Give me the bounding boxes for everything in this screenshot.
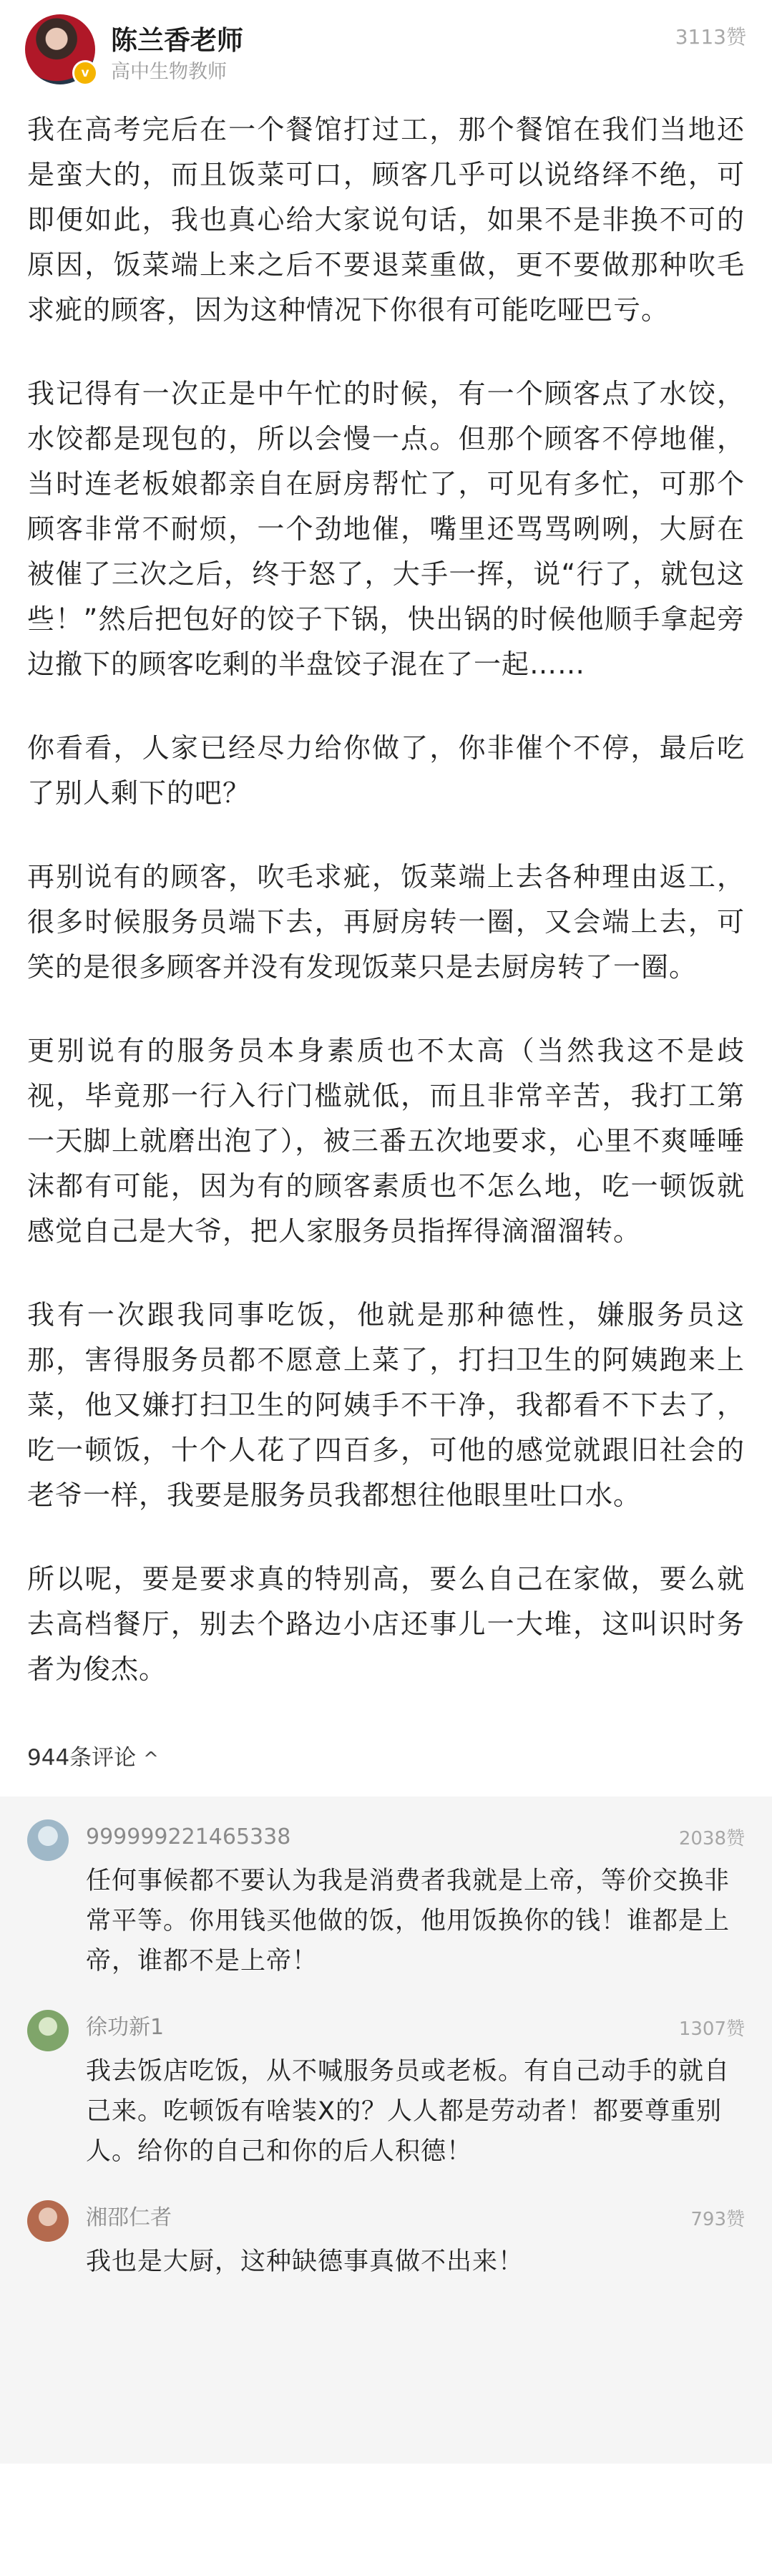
author-title: 高中生物教师 <box>111 61 227 83</box>
comment-text: 我去饭店吃饭，从不喊服务员或老板。有自己动手的就自己来。吃顿饭有啥装X的？人人都是劳动者！都要尊重别人。给你的自己和你的后人积德！ <box>86 2057 731 2166</box>
commenter-name[interactable]: 999999221465338 <box>86 1824 291 1850</box>
author-name[interactable]: 陈兰香老师 <box>111 25 243 56</box>
comment-like-count[interactable]: 2038赞 <box>678 1828 745 1850</box>
article-paragraph: 我有一次跟我同事吃饭，他就是那种德性，嫌服务员这那，害得服务员都不愿意上菜了，打扫卫生的阿姨跑来上菜，他又嫌打扫卫生的阿姨手不干净，我都看不下去了，吃一顿饭，十个人花了四百多，可他的感觉就跟旧社会的老爷一样，我要是服务员我都想往他眼里吐口水。 <box>27 1299 745 1511</box>
article-paragraph: 我记得有一次正是中午忙的时候，有一个顾客点了水饺，水饺都是现包的，所以会慢一点。但那个顾客不停地催，当时连老板娘都亲自在厨房帮忙了，可见有多忙，可那个顾客非常不耐烦，一个劲地催，嘴里还骂骂咧咧，大厨在被催了三次之后，终于怒了，大手一挥，说“行了，就包这些！”然后把包好的饺子下锅，快出锅的时候他顺手拿起旁边撤下的顾客吃剩的半盘饺子混在了一起…… <box>27 378 745 680</box>
comment-item <box>0 2200 772 2282</box>
verified-badge-icon: v <box>72 60 98 86</box>
comment-like-count[interactable]: 1307赞 <box>678 2018 745 2040</box>
article-paragraph: 你看看，人家已经尽力给你做了，你非催个不停，最后吃了别人剩下的吧？ <box>27 732 745 809</box>
article-paragraph: 我在高考完后在一个餐馆打过工，那个餐馆在我们当地还是蛮大的，而且饭菜可口，顾客几乎可以说络绎不绝，可即便如此，我也真心给大家说句话，如果不是非换不可的原因，饭菜端上来之后不要退菜重做，更不要做那种吹毛求疵的顾客，因为这种情况下你很有可能吃哑巴亏。 <box>27 114 745 326</box>
comments-count-label: 944条评论 <box>27 1745 137 1771</box>
comments-section <box>0 1797 772 2464</box>
post-like-count[interactable]: 3113赞 <box>675 25 746 49</box>
commenter-avatar[interactable] <box>27 2200 69 2242</box>
comment-item <box>0 1819 772 1981</box>
comment-like-count[interactable]: 793赞 <box>690 2209 745 2230</box>
commenter-name[interactable]: 徐功新1 <box>86 2015 165 2040</box>
commenter-avatar[interactable] <box>27 2010 69 2051</box>
article-paragraph: 再别说有的顾客，吹毛求疵，饭菜端上去各种理由返工，很多时候服务员端下去，再厨房转一圈，又会端上去，可笑的是很多顾客并没有发现饭菜只是去厨房转了一圈。 <box>27 861 745 983</box>
commenter-avatar[interactable] <box>27 1819 69 1861</box>
comment-text: 我也是大厨，这种缺德事真做不出来！ <box>86 2247 524 2276</box>
comment-item <box>0 2010 772 2172</box>
post-header <box>0 0 772 107</box>
article-paragraph: 更别说有的服务员本身素质也不太高（当然我这不是歧视，毕竟那一行入行门槛就低，而且非常辛苦，我打工第一天脚上就磨出泡了），被三番五次地要求，心里不爽唾唾沫都有可能，因为有的顾客素质也不怎么地，吃一顿饭就感觉自己是大爷，把人家服务员指挥得滴溜溜转。 <box>27 1035 745 1247</box>
comments-toggle[interactable] <box>0 1731 772 1797</box>
commenter-name[interactable]: 湘邵仁者 <box>86 2205 172 2230</box>
author-avatar[interactable] <box>25 14 95 84</box>
article-paragraph: 所以呢，要是要求真的特别高，要么自己在家做，要么就去高档餐厅，别去个路边小店还事儿一大堆，这叫识时务者为俊杰。 <box>27 1563 745 1685</box>
comment-text: 任何事候都不要认为我是消费者我就是上帝，等价交换非常平等。你用钱买他做的饭，他用饭换你的钱！谁都是上帝，谁都不是上帝！ <box>86 1867 731 1975</box>
chevron-up-icon: ^ <box>143 1749 159 1770</box>
article-body <box>0 107 772 1692</box>
